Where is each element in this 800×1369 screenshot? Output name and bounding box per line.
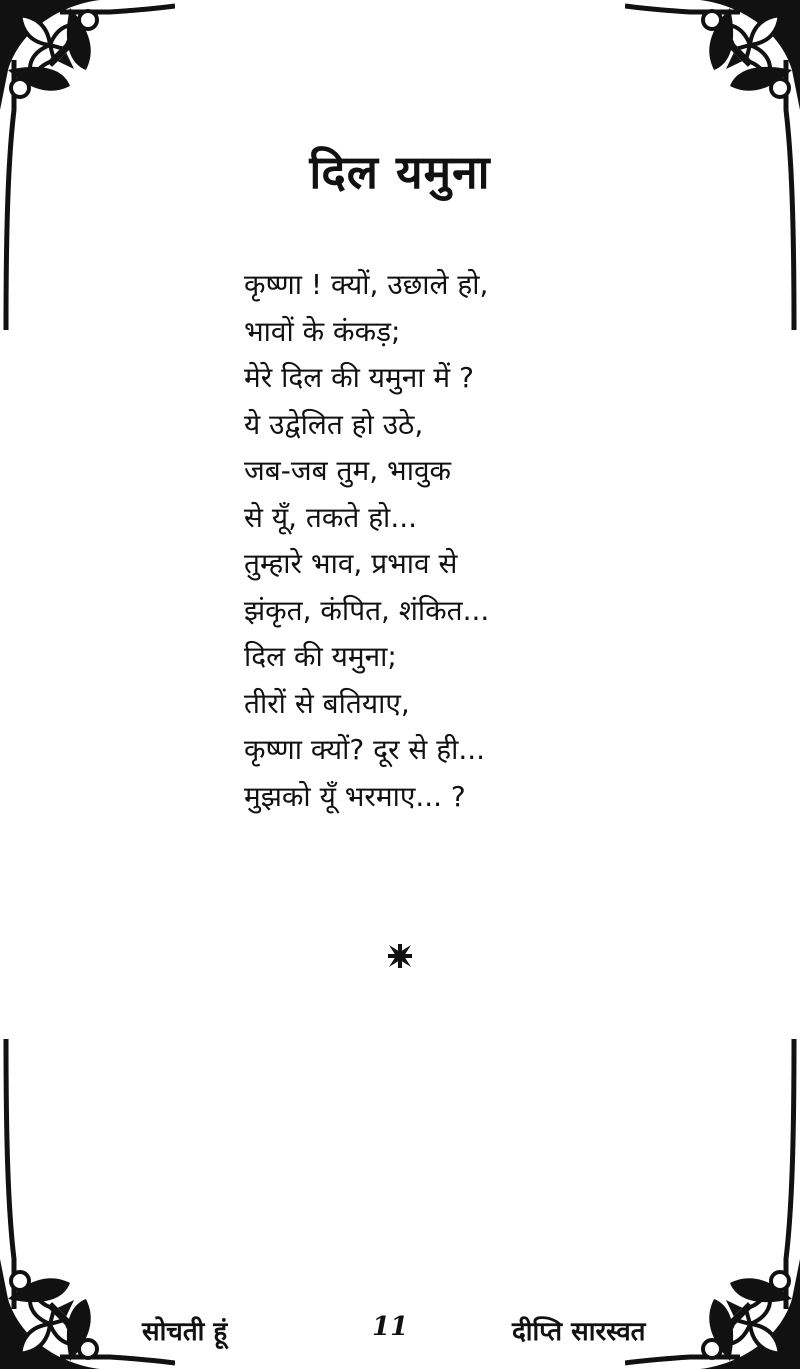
poem-line: मेरे दिल की यमुना में ? <box>244 361 474 394</box>
poem-body <box>244 262 644 820</box>
poem-line: ये उद्वेलित हो उठे, <box>244 407 424 441</box>
footer-author: दीप्ति सारस्वत <box>512 1317 646 1347</box>
poem-line: भावों के कंकड़; <box>244 314 401 348</box>
poem-line: तीरों से बतियाए, <box>244 686 410 720</box>
poem-line: कृष्णा ! क्यों, उछाले हो, <box>244 268 489 301</box>
poem-line: झंकृत, कंपित, शंकित... <box>244 593 490 627</box>
poem-line: जब-जब तुम, भावुक <box>244 454 452 487</box>
poem-line: कृष्णा क्यों? दूर से ही... <box>244 733 486 766</box>
poem-title: दिल यमुना <box>309 145 491 199</box>
footer-page-number: 11 <box>372 1312 409 1342</box>
poem-line: दिल की यमुना; <box>244 640 397 673</box>
poem-line: मुझको यूँ भरमाए... ? <box>244 779 466 813</box>
cross-pattee-icon <box>387 943 413 969</box>
poem-line: तुम्हारे भाव, प्रभाव से <box>244 547 458 580</box>
poem-line: से यूँ, तकते हो... <box>244 500 418 534</box>
footer-book-title: सोचती हूं <box>142 1317 228 1347</box>
corner-ornament-bottom-right-icon <box>625 1039 800 1369</box>
